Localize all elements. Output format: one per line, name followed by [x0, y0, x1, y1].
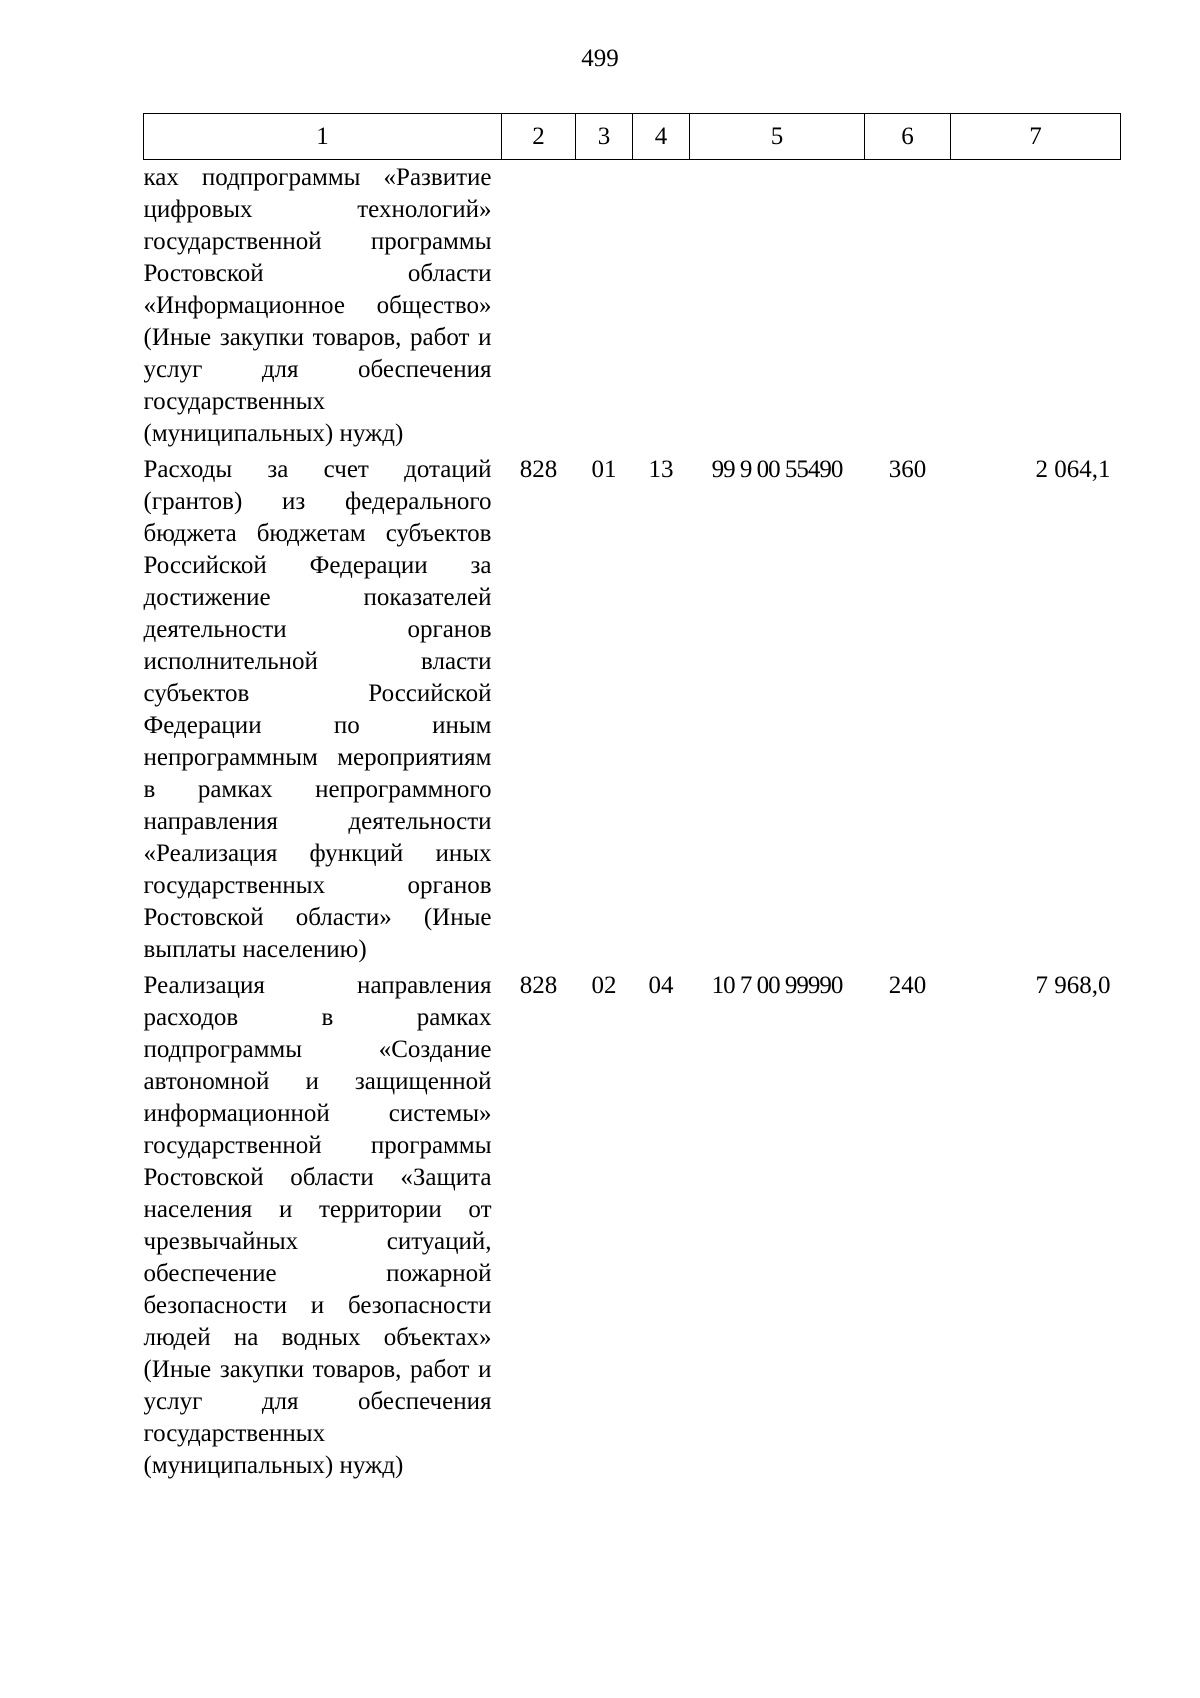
row-description: Расходы за счет дотаций (грантов) из федерального бюджета бюджетам субъектов Российской Федерации за достижение показателей деятельности органов исполнительной власти субъектов Российской Федерации по иным непрограммным мероприятиям в рамках непрограммного направления деятельности «Реализация функций иных государственных органов Ростовской области» (Иные выплаты населению): [143, 456, 492, 963]
row-amount: 2 064,1: [1035, 456, 1111, 483]
row-amount: 7 968,0: [1035, 972, 1111, 999]
row-col-5: 99 9 00 55490: [711, 456, 843, 483]
row-col-5: [690, 160, 865, 455]
row-col-4: 13: [648, 456, 674, 483]
header-col-1: 1: [144, 114, 502, 160]
row-col-6: 360: [888, 456, 927, 483]
row-col-6: 240: [888, 972, 927, 999]
table-row: [144, 160, 1121, 455]
row-col-2: 828: [519, 972, 558, 999]
row-col-3: [576, 160, 633, 455]
row-col-5: 10 7 00 99990: [711, 972, 843, 999]
table-row: [144, 454, 1121, 970]
header-col-6: 6: [865, 114, 951, 160]
row-col-4: [633, 160, 690, 455]
row-description: ках подпрограммы «Развитие цифровых технологий» государственной программы Ростовской области «Информационное общество» (Иные закупки товаров, работ и услуг для обеспечения государственных (муниципальных) нужд): [143, 164, 492, 447]
page-number: 499: [581, 45, 619, 72]
row-amount: [951, 160, 1121, 455]
row-description: Реализация направления расходов в рамках подпрограммы «Создание автономной и защищенной информационной системы» государственной программы Ростовской области «Защита населения и территории от чрезвычайных ситуаций, обеспечение пожарной безопасности и безопасности людей на водных объектах» (Иные закупки товаров, работ и услуг для обеспечения государственных (муниципальных) нужд): [143, 972, 492, 1479]
header-col-2: 2: [502, 114, 576, 160]
header-col-3: 3: [576, 114, 633, 160]
table-header: [144, 114, 1121, 160]
header-col-4: 4: [633, 114, 690, 160]
header-row: [144, 114, 1121, 160]
row-col-3: 02: [591, 972, 617, 999]
row-col-2: [502, 160, 576, 455]
header-col-5: 5: [690, 114, 865, 160]
table-row: [144, 970, 1121, 1486]
row-col-3: 01: [591, 456, 617, 483]
header-col-7: 7: [951, 114, 1121, 160]
row-col-2: 828: [519, 456, 558, 483]
row-col-6: [865, 160, 951, 455]
budget-table: [143, 113, 1121, 1486]
row-col-4: 04: [648, 972, 674, 999]
table-body: [144, 160, 1121, 1487]
